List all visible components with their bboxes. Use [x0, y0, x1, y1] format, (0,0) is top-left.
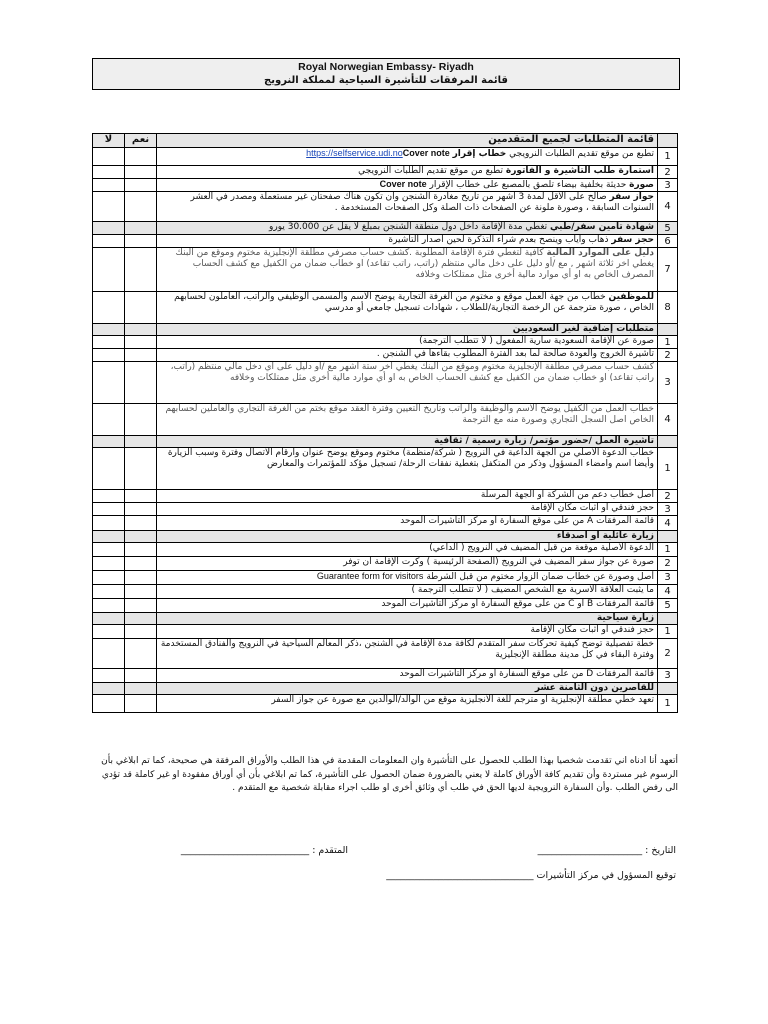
date-signature: التاريخ : ______________________	[537, 845, 676, 856]
checkbox-yes[interactable]	[125, 585, 157, 599]
checkbox-no[interactable]	[93, 625, 125, 639]
checkbox-yes[interactable]	[125, 148, 157, 166]
checkbox-yes[interactable]	[125, 695, 157, 713]
table-row: تأشيرة الخروج والعودة صالحة لما بعد الفترة المطلوب بقاءها في الشنجن . 2	[93, 349, 678, 362]
checkbox-no[interactable]	[93, 695, 125, 713]
header-box	[92, 58, 680, 90]
officer-field[interactable]: _______________________________	[386, 870, 534, 881]
checkbox-yes[interactable]	[125, 235, 157, 248]
applicant-declaration: أتعهد أنا ادناه اني تقدمت شخصيا بهذا الطلب للحصول على التأشيرة وان المعلومات المقدمة في هذا الطلب والأوراق المرفقة هي صحيحة، كما تم ابلاغي بأن الرسوم غير مستردة وأن تقديم كافة الأوراق كاملة لا يعني بالضرورة ضمان الحصول على التأشيرة، كما تم ابلاغي بأن أي أوراق مفقودة او غير كاملة قد تؤدي الى رفض الطلب .وأن السفارة النرويجية لديها الحق في طلب أي وثائق أخرى او طلب اجراء مقابلة شخصية مع المتقدم .	[101, 756, 678, 793]
requirements-table	[92, 133, 678, 713]
table-row: جواز سفر صالح على الأقل لمدة 3 اشهر من تاريخ مغادرة الشنجن وأن تكون هناك صفحتان غير مستعملة ومصدر في العشر السنوات السابقة ، وصورة ملونة عن الصفحات ذات الصلة وكل الصفحات المستخدمة . 4	[93, 192, 678, 222]
table-row: تعهد خطي مطلقة الإنجليزية او مترجم للغة الانجليزية موقع من الوالد/الوالدين مع صورة عن جواز السفر 1	[93, 695, 678, 713]
checkbox-yes[interactable]	[125, 336, 157, 349]
selfservice-link[interactable]: https://selfservice.udi.no	[306, 148, 403, 158]
table-row: قائمة المرفقات B أو C من على موقع السفارة او مركز التأشيرات الموحد 5	[93, 599, 678, 613]
table-row: قائمة المرفقات A من على موقع السفارة او مركز التأشيرات الموحد 4	[93, 516, 678, 531]
section-tourism: زيارة سياحية	[157, 613, 658, 625]
checkbox-yes[interactable]	[125, 292, 157, 324]
section-family-visit: زيارة عائلية او اصدقاء	[157, 531, 658, 543]
table-row: دليل على الموارد المالية كافية لتغطي فترة الإقامة المطلوبة .كشف حساب مصرفي مطلقة الإنجليزية مختوم وموقع من البنك يغطي اخر ثلاثة اشهر , مع /أو دليل على دخل مالي منتظم (راتب، راتب تقاعد) او خطاب ضمان من الكفيل مع كشف الحساب المصرف الخاص به او أي موارد مالية أخرى مثل ممتلكات وخلافه 7	[93, 248, 678, 292]
checkbox-no[interactable]	[93, 503, 125, 516]
checkbox-yes[interactable]	[125, 448, 157, 490]
checkbox-yes[interactable]	[125, 543, 157, 557]
checkbox-yes[interactable]	[125, 571, 157, 585]
checkbox-yes[interactable]	[125, 192, 157, 222]
checkbox-no[interactable]	[93, 639, 125, 669]
table-row: خطاب العمل من الكفيل يوضح الاسم والوظيفة والراتب وتاريخ التعيين وفترة العقد موقع بختم من الغرفة التجاري والعاملين لحسابهم الخاص اصل السجل التجاري وصورة منه مع الترجمة 4	[93, 404, 678, 436]
checkbox-no[interactable]	[93, 292, 125, 324]
table-row: صورة عن جواز سفر المضيف في النرويج (الصفحة الرئيسية ) وكرت الإقامة ان توفر 2	[93, 557, 678, 571]
column-no-header: لا	[93, 134, 125, 148]
checkbox-no[interactable]	[93, 490, 125, 503]
checkbox-yes[interactable]	[125, 639, 157, 669]
table-row: حجز سفر ذهاب واياب وينصح بعدم شراء التذكرة لحين اصدار التأشيرة 6	[93, 235, 678, 248]
checkbox-no[interactable]	[93, 543, 125, 557]
checkbox-no[interactable]	[93, 148, 125, 166]
column-yes-header: نعم	[125, 134, 157, 148]
checkbox-no[interactable]	[93, 585, 125, 599]
checkbox-yes[interactable]	[125, 179, 157, 192]
checkbox-no[interactable]	[93, 192, 125, 222]
checkbox-yes[interactable]	[125, 362, 157, 404]
applicant-field[interactable]: ___________________________	[180, 845, 310, 856]
checkbox-yes[interactable]	[125, 625, 157, 639]
date-field[interactable]: ______________________	[537, 845, 643, 856]
checkbox-no[interactable]	[93, 404, 125, 436]
header-title-ar: قائمة المرفقات للتأشيرة السياحية لمملكة النرويج	[264, 75, 508, 86]
table-row: الدعوة الأصلية موقعة من قبل المضيف في النرويج ( الداعي) 1	[93, 543, 678, 557]
checkbox-no[interactable]	[93, 571, 125, 585]
table-row: خطاب الدعوة الأصلي من الجهة الداعية في النرويج ( شركة/منظمة) مختوم وموقع يوضح عنوان وأرقام الاتصال وفترة وسبب الزيارة وأيضا اسم وامضاء المسؤول وذكر من المتكفل بتغطية نفقات الرحلة/ تسجيل مؤكد للمؤتمرات والمعارض 1	[93, 448, 678, 490]
checkbox-no[interactable]	[93, 669, 125, 683]
table-row: ما يثبت العلاقة الاسرية مع الشخص المضيف ( لا تتطلب الترجمة ) 4	[93, 585, 678, 599]
checkbox-no[interactable]	[93, 448, 125, 490]
table-row: خطة تفصيلية توضح كيفية تحركات سفر المتقدم لكافة مدة الإقامة في الشنجن ،ذكر المعالم السياحية في النرويج والفنادق المستخدمة وفترة البقاء في كل مدينة مطلقة الإنجليزية 2	[93, 639, 678, 669]
checkbox-yes[interactable]	[125, 404, 157, 436]
checkbox-yes[interactable]	[125, 503, 157, 516]
table-row: استمارة طلب التأشيرة و الفاتورة تطبع من موقع تقديم الطلبات النرويجي 2	[93, 166, 678, 179]
checkbox-yes[interactable]	[125, 669, 157, 683]
requirements-heading: قائمة المتطلبات لجميع المتقدمين	[157, 134, 658, 148]
officer-signature: توقيع المسؤول في مركز التأشيرات _______________________________	[386, 870, 676, 881]
checkbox-yes[interactable]	[125, 490, 157, 503]
checkbox-yes[interactable]	[125, 222, 157, 235]
checkbox-yes[interactable]	[125, 599, 157, 613]
checkbox-no[interactable]	[93, 349, 125, 362]
checkbox-no[interactable]	[93, 166, 125, 179]
table-row: شهادة تأمين سفر/طبي تغطي مدة الإقامة داخل دول منطقة الشنجن بمبلغ لا يقل عن 30.000 يورو 5	[93, 222, 678, 235]
checkbox-yes[interactable]	[125, 166, 157, 179]
checkbox-no[interactable]	[93, 599, 125, 613]
section-work-visa: تأشيرة العمل /حضور مؤتمر/ زيارة رسمية / ثقافية	[157, 436, 658, 448]
checkbox-no[interactable]	[93, 516, 125, 531]
checkbox-no[interactable]	[93, 179, 125, 192]
table-row: كشف حساب مصرفي مطلقة الإنجليزية مختوم وموقع من البنك يغطي اخر ستة اشهر مع /أو دليل على أي دخل مالي منتظم (راتب، راتب تقاعد) او خطاب ضمان من الكفيل مع كشف الحساب الخاص به او أي موارد مالية أخرى مثل ممتلكات وخلافه 3	[93, 362, 678, 404]
applicant-signature: المتقدم : ___________________________	[180, 845, 348, 856]
checkbox-no[interactable]	[93, 235, 125, 248]
checkbox-no[interactable]	[93, 557, 125, 571]
checkbox-yes[interactable]	[125, 557, 157, 571]
section-non-saudi: متطلبات إضافية لغير السعوديين	[157, 324, 658, 336]
table-row: صورة عن الإقامة السعودية سارية المفعول ( لا تتطلب الترجمة) 1	[93, 336, 678, 349]
checkbox-yes[interactable]	[125, 349, 157, 362]
checkbox-no[interactable]	[93, 362, 125, 404]
checkbox-yes[interactable]	[125, 248, 157, 292]
checkbox-no[interactable]	[93, 336, 125, 349]
table-row: صورة حديثة بخلفية بيضاء تلصق بالمصبع على خطاب الإقرار Cover note 3	[93, 179, 678, 192]
table-row: أصل خطاب دعم من الشركة او الجهة المرسلة 2	[93, 490, 678, 503]
table-row: حجز فندقي او اثبات مكان الإقامة 1	[93, 625, 678, 639]
checkbox-yes[interactable]	[125, 516, 157, 531]
table-row: أصل وصورة عن خطاب ضمان الزوار مختوم من قبل الشرطة Guarantee form for visitors 3	[93, 571, 678, 585]
table-row: للموظفين خطاب من جهة العمل موقع و مختوم من الغرفة التجارية يوضح الاسم والمسمى الوظيفي والراتب، العاملون لحسابهم الخاص ، صورة مترجمة عن الرخصة التجارية/للطلاب ، شهادات تسجيل جامعي أو مدرسي 8	[93, 292, 678, 324]
table-row: قائمة المرفقات D من على موقع السفارة او مركز التأشيرات الموحد 3	[93, 669, 678, 683]
checkbox-no[interactable]	[93, 248, 125, 292]
checkbox-no[interactable]	[93, 222, 125, 235]
table-row: حجز فندقي او اثبات مكان الإقامة 3	[93, 503, 678, 516]
header-title-en: Royal Norwegian Embassy- Riyadh	[298, 61, 474, 73]
table-row: تطبع من موقع تقديم الطلبات النرويجي خطاب إقرار https://selfservice.udi.noCover note 1	[93, 148, 678, 166]
section-minors: للقاصرين دون الثامنة عشر	[157, 683, 658, 695]
